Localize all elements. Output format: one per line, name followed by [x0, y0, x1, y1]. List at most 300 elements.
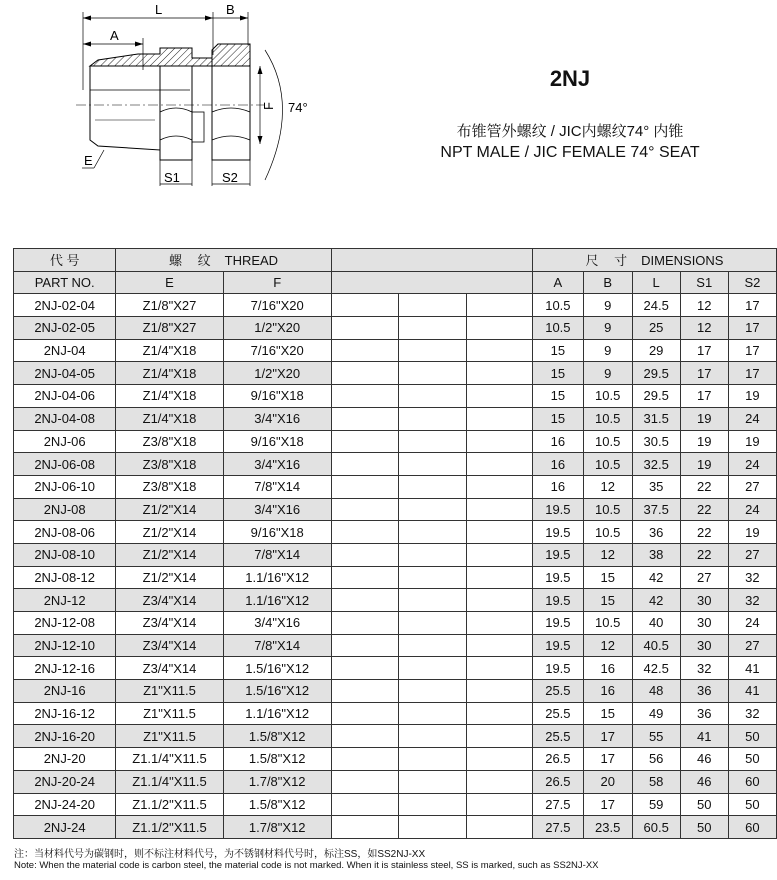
cell-dim-L: 30.5	[632, 430, 680, 453]
cell-blank	[331, 816, 398, 839]
cell-dim-A: 19.5	[533, 634, 584, 657]
table-row	[14, 475, 777, 498]
cell-dim-L: 38	[632, 543, 680, 566]
cell-dim-S1: 50	[680, 793, 728, 816]
cell-thread-E: Z1.1/2"X11.5	[116, 816, 223, 839]
cell-blank	[399, 521, 466, 544]
cell-blank	[399, 317, 466, 340]
cell-blank	[466, 362, 532, 385]
cell-blank	[399, 498, 466, 521]
cell-part-no: 2NJ-04	[14, 339, 116, 362]
cell-dim-A: 15	[533, 362, 584, 385]
cell-blank	[331, 294, 398, 317]
cell-blank	[331, 317, 398, 340]
cell-dim-L: 29.5	[632, 362, 680, 385]
header-B: B	[583, 271, 632, 294]
cell-blank	[331, 589, 398, 612]
cell-blank	[466, 430, 532, 453]
cell-thread-F: 3/4"X16	[223, 612, 331, 635]
cell-thread-F: 1.5/16"X12	[223, 657, 331, 680]
cell-dim-A: 10.5	[533, 317, 584, 340]
cell-part-no: 2NJ-06	[14, 430, 116, 453]
cell-dim-S1: 19	[680, 407, 728, 430]
table-row	[14, 566, 777, 589]
cell-dim-L: 58	[632, 770, 680, 793]
cell-dim-L: 32.5	[632, 453, 680, 476]
cell-blank	[331, 702, 398, 725]
cell-part-no: 2NJ-20	[14, 748, 116, 771]
cell-blank	[331, 634, 398, 657]
cell-dim-B: 10.5	[583, 385, 632, 408]
cell-dim-S1: 30	[680, 612, 728, 635]
cell-blank	[399, 294, 466, 317]
cell-blank	[399, 362, 466, 385]
cell-blank	[399, 475, 466, 498]
label-S1: S1	[164, 170, 180, 185]
cell-dim-B: 15	[583, 702, 632, 725]
cell-blank	[466, 748, 532, 771]
cell-part-no: 2NJ-06-08	[14, 453, 116, 476]
cell-blank	[399, 385, 466, 408]
cell-dim-S1: 30	[680, 589, 728, 612]
cell-blank	[399, 430, 466, 453]
cell-thread-F: 1/2"X20	[223, 317, 331, 340]
cell-dim-A: 19.5	[533, 566, 584, 589]
cell-thread-E: Z1.1/2"X11.5	[116, 793, 223, 816]
cell-thread-E: Z1/2"X14	[116, 566, 223, 589]
cell-blank	[466, 407, 532, 430]
cell-dim-B: 20	[583, 770, 632, 793]
cell-dim-L: 48	[632, 680, 680, 703]
cell-thread-E: Z1/4"X18	[116, 407, 223, 430]
cell-dim-S1: 17	[680, 385, 728, 408]
cell-dim-S1: 30	[680, 634, 728, 657]
header-blank	[331, 249, 532, 272]
header-S2: S2	[728, 271, 776, 294]
header-dimensions: 尺 寸 DIMENSIONS	[533, 249, 777, 272]
cell-blank	[466, 702, 532, 725]
cell-dim-L: 59	[632, 793, 680, 816]
cell-dim-L: 36	[632, 521, 680, 544]
cell-blank	[331, 498, 398, 521]
cell-blank	[331, 430, 398, 453]
cell-thread-E: Z3/8"X18	[116, 475, 223, 498]
cell-dim-A: 15	[533, 385, 584, 408]
cell-blank	[399, 816, 466, 839]
cell-dim-B: 16	[583, 680, 632, 703]
cell-thread-F: 7/16"X20	[223, 294, 331, 317]
cell-thread-F: 1.5/8"X12	[223, 725, 331, 748]
cell-blank	[466, 385, 532, 408]
header-F: F	[223, 271, 331, 294]
cell-thread-F: 7/16"X20	[223, 339, 331, 362]
cell-dim-A: 16	[533, 430, 584, 453]
cell-thread-E: Z1/4"X18	[116, 362, 223, 385]
table-row	[14, 453, 777, 476]
cell-dim-A: 25.5	[533, 725, 584, 748]
cell-thread-E: Z1/4"X18	[116, 385, 223, 408]
cell-dim-S1: 17	[680, 362, 728, 385]
cell-part-no: 2NJ-08-12	[14, 566, 116, 589]
cell-blank	[466, 453, 532, 476]
table-row	[14, 702, 777, 725]
cell-thread-E: Z1/2"X14	[116, 521, 223, 544]
cell-dim-B: 15	[583, 589, 632, 612]
cell-dim-A: 19.5	[533, 543, 584, 566]
cell-dim-L: 24.5	[632, 294, 680, 317]
cell-blank	[399, 793, 466, 816]
cell-thread-E: Z3/4"X14	[116, 589, 223, 612]
cell-dim-S2: 41	[728, 680, 776, 703]
cell-dim-B: 9	[583, 339, 632, 362]
table-row	[14, 317, 777, 340]
table-row	[14, 816, 777, 839]
cell-dim-B: 9	[583, 317, 632, 340]
cell-dim-S1: 17	[680, 339, 728, 362]
cell-part-no: 2NJ-02-05	[14, 317, 116, 340]
cell-dim-B: 12	[583, 634, 632, 657]
table-row	[14, 634, 777, 657]
spec-table	[13, 248, 777, 839]
cell-dim-S2: 17	[728, 339, 776, 362]
header-thread: 螺 纹 THREAD	[116, 249, 331, 272]
cell-dim-B: 10.5	[583, 521, 632, 544]
cell-dim-L: 31.5	[632, 407, 680, 430]
cell-dim-L: 40.5	[632, 634, 680, 657]
cell-dim-S2: 19	[728, 430, 776, 453]
cell-dim-B: 10.5	[583, 453, 632, 476]
cell-dim-B: 12	[583, 543, 632, 566]
header-S1: S1	[680, 271, 728, 294]
cell-thread-F: 1.1/16"X12	[223, 702, 331, 725]
cell-blank	[399, 770, 466, 793]
header-blank-2	[331, 271, 532, 294]
cell-thread-F: 1.5/8"X12	[223, 748, 331, 771]
cell-thread-E: Z3/4"X14	[116, 634, 223, 657]
cell-dim-S1: 12	[680, 294, 728, 317]
cell-blank	[466, 816, 532, 839]
label-angle: 74°	[288, 100, 308, 115]
cell-thread-F: 9/16"X18	[223, 521, 331, 544]
cell-thread-F: 1.7/8"X12	[223, 816, 331, 839]
cell-thread-E: Z1.1/4"X11.5	[116, 748, 223, 771]
table-row	[14, 339, 777, 362]
cell-thread-F: 1.7/8"X12	[223, 770, 331, 793]
cell-blank	[466, 680, 532, 703]
cell-dim-S1: 50	[680, 816, 728, 839]
table-row	[14, 362, 777, 385]
label-B: B	[226, 2, 235, 17]
cell-blank	[466, 634, 532, 657]
cell-dim-B: 17	[583, 748, 632, 771]
cell-thread-F: 1.1/16"X12	[223, 566, 331, 589]
cell-dim-B: 10.5	[583, 498, 632, 521]
cell-dim-S1: 19	[680, 453, 728, 476]
cell-dim-B: 15	[583, 566, 632, 589]
cell-dim-S1: 22	[680, 498, 728, 521]
cell-dim-S1: 46	[680, 770, 728, 793]
cell-part-no: 2NJ-12	[14, 589, 116, 612]
cell-dim-S1: 46	[680, 748, 728, 771]
cell-thread-E: Z1"X11.5	[116, 680, 223, 703]
cell-blank	[331, 725, 398, 748]
cell-dim-A: 15	[533, 407, 584, 430]
cell-dim-S2: 24	[728, 612, 776, 635]
cell-blank	[399, 612, 466, 635]
cell-blank	[466, 317, 532, 340]
cell-part-no: 2NJ-16-20	[14, 725, 116, 748]
label-E: E	[84, 153, 93, 168]
cell-blank	[399, 407, 466, 430]
cell-thread-F: 3/4"X16	[223, 453, 331, 476]
cell-dim-A: 19.5	[533, 589, 584, 612]
cell-thread-E: Z1"X11.5	[116, 702, 223, 725]
header-row-1	[14, 249, 777, 272]
cell-dim-S1: 41	[680, 725, 728, 748]
cell-dim-L: 29	[632, 339, 680, 362]
cell-blank	[331, 521, 398, 544]
page-title: 2NJ	[549, 66, 591, 91]
cell-dim-L: 56	[632, 748, 680, 771]
cell-dim-A: 19.5	[533, 498, 584, 521]
table-row	[14, 589, 777, 612]
cell-blank	[466, 793, 532, 816]
cell-dim-S2: 50	[728, 725, 776, 748]
table-row	[14, 725, 777, 748]
cell-blank	[399, 589, 466, 612]
cell-blank	[331, 407, 398, 430]
note-english: Note: When the material code is carbon steel, the material code is not marked. When it is stainless steel, SS is marked, such as SS2NJ-XX	[14, 860, 599, 871]
table-row	[14, 521, 777, 544]
cell-dim-S1: 27	[680, 566, 728, 589]
label-A: A	[110, 28, 119, 43]
cell-part-no: 2NJ-08	[14, 498, 116, 521]
cell-part-no: 2NJ-08-10	[14, 543, 116, 566]
cell-blank	[331, 657, 398, 680]
cell-thread-E: Z1.1/4"X11.5	[116, 770, 223, 793]
cell-blank	[466, 770, 532, 793]
cell-blank	[466, 339, 532, 362]
cell-part-no: 2NJ-16	[14, 680, 116, 703]
table-row	[14, 680, 777, 703]
cell-dim-L: 29.5	[632, 385, 680, 408]
cell-blank	[399, 748, 466, 771]
table-body	[14, 294, 777, 839]
cell-part-no: 2NJ-12-08	[14, 612, 116, 635]
cell-blank	[466, 612, 532, 635]
cell-part-no: 2NJ-06-10	[14, 475, 116, 498]
cell-dim-L: 37.5	[632, 498, 680, 521]
cell-thread-E: Z1/4"X18	[116, 339, 223, 362]
cell-thread-F: 7/8"X14	[223, 475, 331, 498]
cell-dim-L: 40	[632, 612, 680, 635]
cell-dim-L: 60.5	[632, 816, 680, 839]
cell-dim-A: 26.5	[533, 770, 584, 793]
cell-thread-F: 1.5/16"X12	[223, 680, 331, 703]
cell-thread-F: 7/8"X14	[223, 634, 331, 657]
cell-blank	[399, 680, 466, 703]
cell-dim-S2: 17	[728, 362, 776, 385]
cell-dim-L: 49	[632, 702, 680, 725]
cell-blank	[331, 566, 398, 589]
cell-blank	[466, 521, 532, 544]
cell-dim-S1: 22	[680, 521, 728, 544]
cell-blank	[399, 657, 466, 680]
subtitle-chinese: 布锥管外螺纹 / JIC内螺纹74° 内锥	[456, 123, 684, 140]
cell-thread-F: 3/4"X16	[223, 498, 331, 521]
table-row	[14, 407, 777, 430]
cell-dim-L: 42.5	[632, 657, 680, 680]
cell-dim-S2: 32	[728, 589, 776, 612]
cell-thread-F: 1.1/16"X12	[223, 589, 331, 612]
cell-part-no: 2NJ-16-12	[14, 702, 116, 725]
cell-part-no: 2NJ-24-20	[14, 793, 116, 816]
cell-blank	[331, 680, 398, 703]
table-row	[14, 748, 777, 771]
cell-thread-E: Z3/8"X18	[116, 430, 223, 453]
cell-dim-S2: 17	[728, 317, 776, 340]
cell-dim-S2: 60	[728, 816, 776, 839]
table-row	[14, 498, 777, 521]
cell-dim-S2: 60	[728, 770, 776, 793]
cell-dim-S1: 36	[680, 702, 728, 725]
cell-blank	[466, 657, 532, 680]
cell-blank	[399, 634, 466, 657]
cell-dim-B: 23.5	[583, 816, 632, 839]
cell-dim-S1: 22	[680, 475, 728, 498]
table-row	[14, 770, 777, 793]
table-row	[14, 657, 777, 680]
header-E: E	[116, 271, 223, 294]
cell-dim-S1: 22	[680, 543, 728, 566]
subtitle-english: NPT MALE / JIC FEMALE 74° SEAT	[440, 144, 700, 161]
cell-thread-F: 9/16"X18	[223, 430, 331, 453]
cell-thread-E: Z1/2"X14	[116, 498, 223, 521]
cell-blank	[331, 612, 398, 635]
header-row-2	[14, 271, 777, 294]
cell-dim-A: 16	[533, 475, 584, 498]
cell-blank	[331, 793, 398, 816]
cell-dim-A: 27.5	[533, 793, 584, 816]
table-row	[14, 543, 777, 566]
cell-dim-S2: 32	[728, 702, 776, 725]
cell-dim-A: 15	[533, 339, 584, 362]
cell-dim-A: 19.5	[533, 612, 584, 635]
cell-thread-E: Z1/8"X27	[116, 294, 223, 317]
cell-dim-S2: 27	[728, 475, 776, 498]
cell-dim-A: 26.5	[533, 748, 584, 771]
cell-blank	[466, 475, 532, 498]
cell-thread-F: 9/16"X18	[223, 385, 331, 408]
cell-dim-L: 42	[632, 589, 680, 612]
cell-dim-S2: 24	[728, 407, 776, 430]
cell-dim-S2: 24	[728, 453, 776, 476]
header-part-no: PART NO.	[14, 271, 116, 294]
cell-dim-L: 42	[632, 566, 680, 589]
cell-thread-E: Z1/8"X27	[116, 317, 223, 340]
cell-part-no: 2NJ-02-04	[14, 294, 116, 317]
cell-blank	[399, 702, 466, 725]
cell-dim-S2: 27	[728, 543, 776, 566]
cell-part-no: 2NJ-12-10	[14, 634, 116, 657]
cell-dim-S2: 19	[728, 521, 776, 544]
table-row	[14, 793, 777, 816]
cell-part-no: 2NJ-08-06	[14, 521, 116, 544]
cell-blank	[331, 362, 398, 385]
label-S2: S2	[222, 170, 238, 185]
cell-dim-S1: 12	[680, 317, 728, 340]
cell-blank	[331, 453, 398, 476]
cell-part-no: 2NJ-04-05	[14, 362, 116, 385]
table-row	[14, 385, 777, 408]
cell-dim-B: 16	[583, 657, 632, 680]
cell-dim-B: 17	[583, 793, 632, 816]
cell-dim-A: 19.5	[533, 657, 584, 680]
cell-thread-E: Z3/8"X18	[116, 453, 223, 476]
cell-dim-A: 27.5	[533, 816, 584, 839]
cell-dim-L: 25	[632, 317, 680, 340]
cell-dim-B: 12	[583, 475, 632, 498]
cell-dim-S1: 19	[680, 430, 728, 453]
cell-dim-S2: 50	[728, 793, 776, 816]
cell-blank	[466, 566, 532, 589]
table-row	[14, 430, 777, 453]
cell-blank	[466, 589, 532, 612]
cell-part-no: 2NJ-04-06	[14, 385, 116, 408]
header-L: L	[632, 271, 680, 294]
label-L: L	[155, 2, 163, 17]
cell-blank	[399, 453, 466, 476]
cell-blank	[331, 543, 398, 566]
cell-dim-B: 10.5	[583, 612, 632, 635]
cell-blank	[466, 543, 532, 566]
cell-thread-F: 1.5/8"X12	[223, 793, 331, 816]
cell-part-no: 2NJ-04-08	[14, 407, 116, 430]
cell-blank	[466, 498, 532, 521]
cell-blank	[331, 748, 398, 771]
table-row	[14, 612, 777, 635]
header-A: A	[533, 271, 584, 294]
cell-thread-F: 3/4"X16	[223, 407, 331, 430]
cell-thread-E: Z1"X11.5	[116, 725, 223, 748]
cell-thread-F: 7/8"X14	[223, 543, 331, 566]
note-chinese: 注：当材料代号为碳钢时，则不标注材料代号，为不锈钢材料代号时，标注SS，如SS2NJ-XX	[14, 849, 426, 860]
cell-dim-S2: 17	[728, 294, 776, 317]
cell-dim-S2: 19	[728, 385, 776, 408]
cell-dim-A: 25.5	[533, 680, 584, 703]
cell-dim-S2: 41	[728, 657, 776, 680]
cell-dim-A: 16	[533, 453, 584, 476]
cell-dim-S2: 50	[728, 748, 776, 771]
cell-dim-B: 10.5	[583, 407, 632, 430]
cell-thread-E: Z3/4"X14	[116, 612, 223, 635]
cell-thread-E: Z3/4"X14	[116, 657, 223, 680]
cell-part-no: 2NJ-12-16	[14, 657, 116, 680]
cell-part-no: 2NJ-20-24	[14, 770, 116, 793]
cell-dim-A: 19.5	[533, 521, 584, 544]
cell-dim-A: 25.5	[533, 702, 584, 725]
cell-blank	[466, 725, 532, 748]
cell-dim-S2: 32	[728, 566, 776, 589]
cell-dim-S2: 27	[728, 634, 776, 657]
cell-dim-B: 17	[583, 725, 632, 748]
cell-dim-A: 10.5	[533, 294, 584, 317]
header-code-cn: 代 号	[14, 249, 116, 272]
label-F: F	[261, 102, 276, 110]
cell-blank	[399, 725, 466, 748]
cell-dim-S1: 36	[680, 680, 728, 703]
cell-blank	[399, 543, 466, 566]
